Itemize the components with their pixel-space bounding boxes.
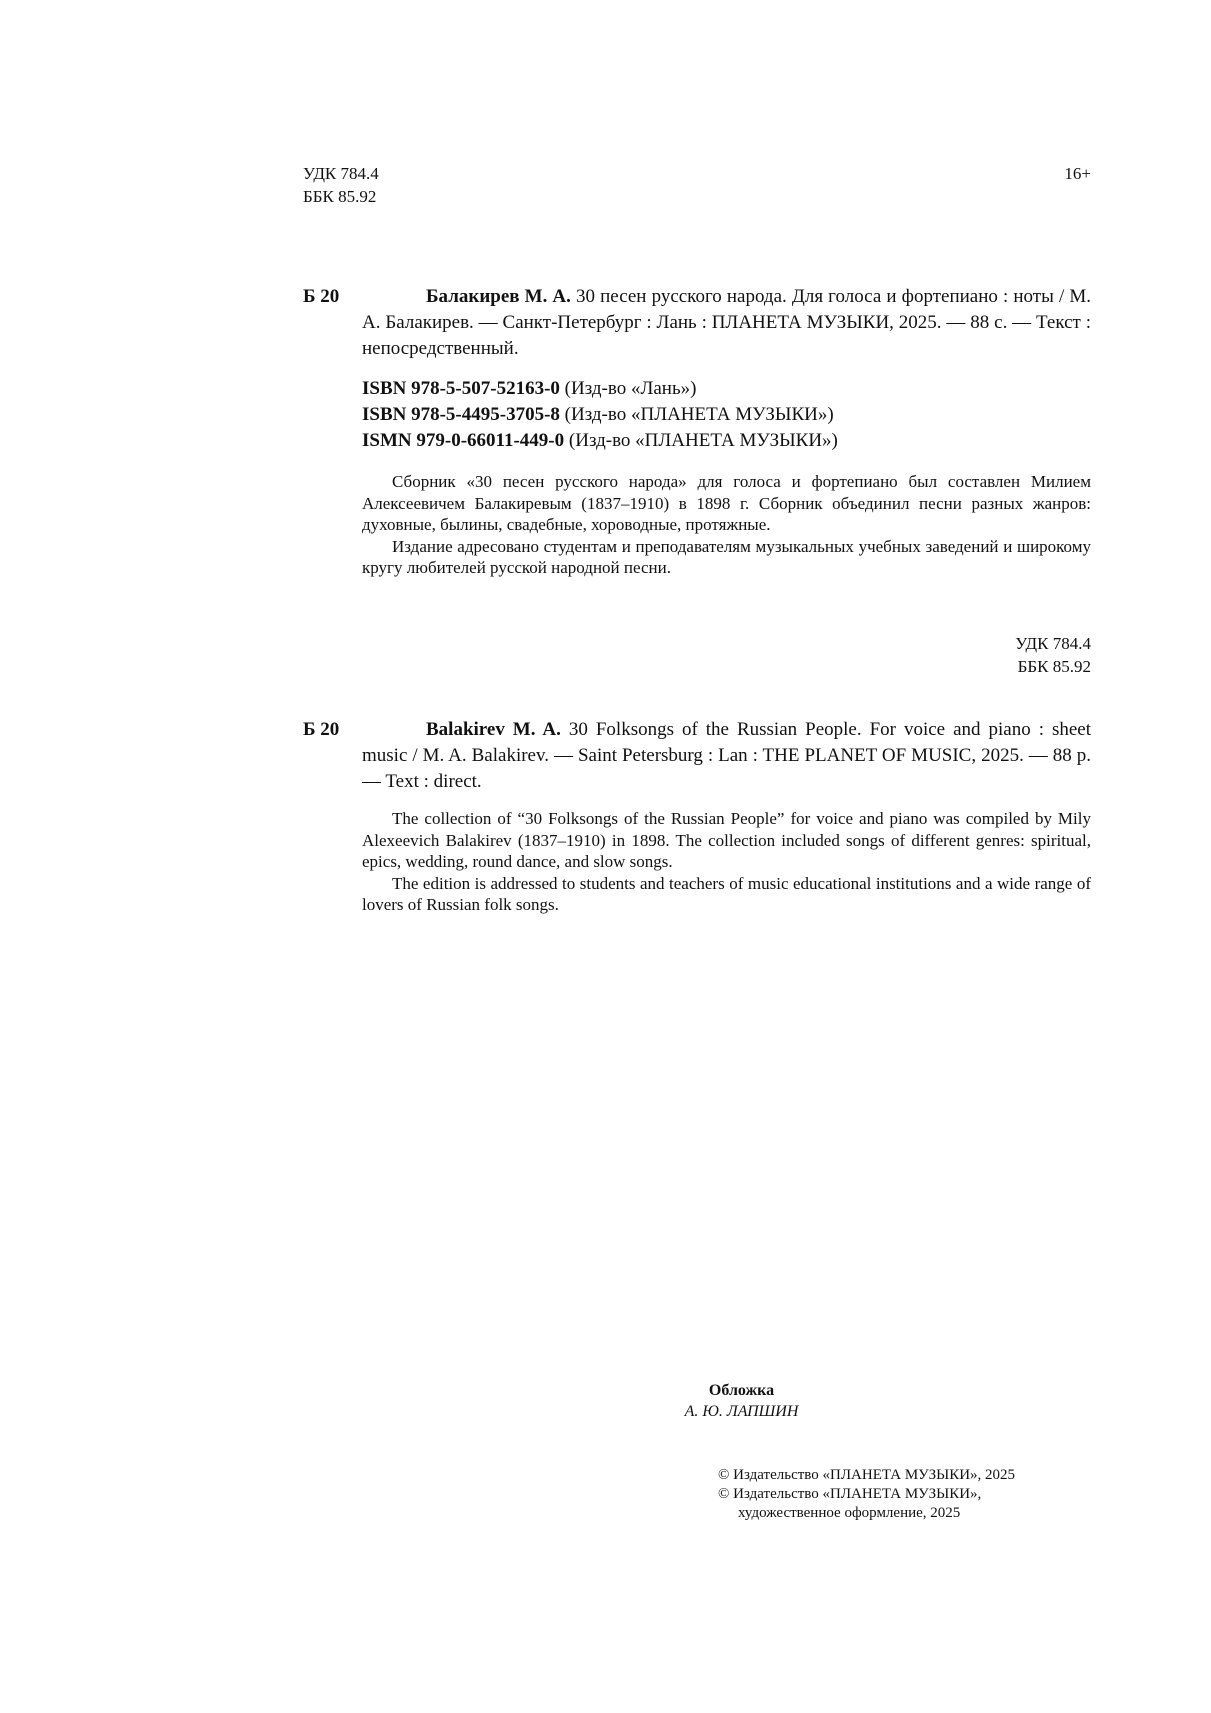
udk-block-mid: [1015, 632, 1091, 678]
cover-designer: А. Ю. ЛАПШИН: [684, 1403, 799, 1420]
author-name-en: Balakirev M. A.: [426, 719, 561, 740]
copyright-line: © Издательство «ПЛАНЕТА МУЗЫКИ», 2025: [718, 1467, 1016, 1483]
isbn-list: [362, 376, 838, 454]
abstract-ru: [362, 471, 1091, 579]
author-sign-ru: Б 20: [303, 286, 340, 307]
cover-credit: [600, 1380, 883, 1422]
udk-code: УДК 784.4: [1015, 634, 1091, 653]
ismn-number: ISMN 979-0-66011-449-0: [362, 430, 565, 451]
udk-code: УДК 784.4: [303, 164, 379, 183]
cover-title: Обложка: [708, 1382, 775, 1399]
isbn-number: ISBN 978-5-4495-3705-8: [362, 404, 560, 425]
author-sign-en: Б 20: [303, 719, 340, 740]
bibliographic-entry-en: [362, 717, 1091, 795]
isbn-publisher: (Изд-во «Лань»): [564, 378, 697, 399]
udk-block-top: [303, 162, 379, 208]
isbn-line: [362, 428, 838, 454]
bbk-code: ББК 85.92: [303, 187, 377, 206]
isbn-publisher: (Изд-во «ПЛАНЕТА МУЗЫКИ»): [564, 404, 834, 425]
isbn-number: ISBN 978-5-507-52163-0: [362, 378, 560, 399]
abstract-paragraph: Сборник «30 песен русского народа» для голоса и фортепиано был составлен Милием Алексеевичем Балакиревым (1837–1910) в 1898 г. Сборник объединил песни разных жанров: духовные, былины, свадебные, хороводные, протяжные.: [362, 472, 1091, 534]
copyright-line: художественное оформление, 2025: [738, 1505, 961, 1521]
abstract-paragraph: Издание адресовано студентам и преподавателям музыкальных учебных заведений и широкому кругу любителей русской народной песни.: [362, 536, 1091, 577]
abstract-paragraph: The edition is addressed to students and teachers of music educational institutions and a wide range of lovers of Russian folk songs.: [362, 873, 1091, 914]
copyright-block: [718, 1466, 1015, 1523]
title-description-ru: 30 песен русского народа. Для голоса и фортепиано : ноты / М. А. Балакирев. — Санкт-Петербург : Лань : ПЛАНЕТА МУЗЫКИ, 2025. — 88 с. — Текст : непосредственный.: [362, 286, 1091, 359]
abstract-en: [362, 808, 1091, 916]
copyright-line: © Издательство «ПЛАНЕТА МУЗЫКИ»,: [718, 1486, 982, 1502]
title-description-en: 30 Folksongs of the Russian People. For voice and piano : sheet music / M. A. Balakirev. — Saint Petersburg : Lan : THE PLANET OF MUSIC, 2025. — 88 p. — Text : direct.: [362, 719, 1091, 792]
bibliographic-entry-ru: [362, 284, 1091, 362]
abstract-paragraph: The collection of “30 Folksongs of the Russian People” for voice and piano was compiled by Mily Alexeevich Balakirev (1837–1910) in 1898. The collection included songs of different genres: spiritual, epics, wedding, round dance, and slow songs.: [362, 809, 1091, 871]
isbn-line: [362, 376, 838, 402]
isbn-line: [362, 402, 838, 428]
isbn-publisher: (Изд-во «ПЛАНЕТА МУЗЫКИ»): [568, 430, 838, 451]
bbk-code: ББК 85.92: [1017, 657, 1091, 676]
author-name-ru: Балакирев М. А.: [426, 286, 571, 307]
age-rating: 16+: [1064, 164, 1091, 183]
